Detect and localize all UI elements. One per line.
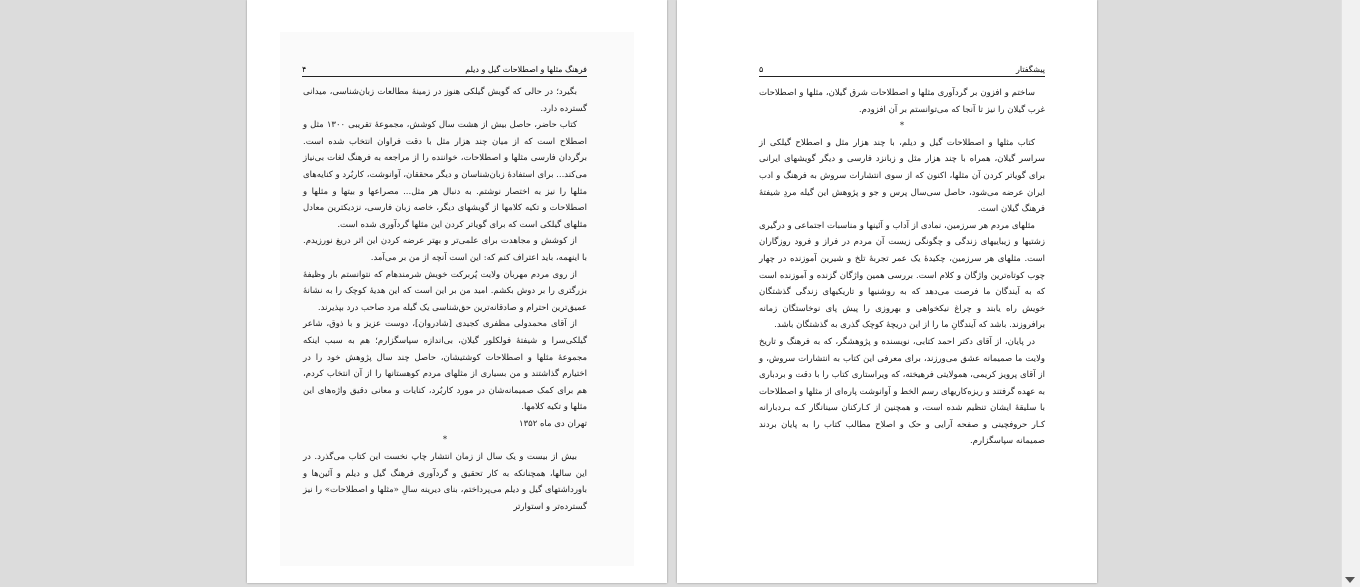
paragraph: در پایان، از آقای دکتر احمد کتابی، نویسنده و پژوهشگر، که به فرهنگ و تاریخ ولایت ما صمیمانه عشق می‌ورزند، برای معرفی این کتاب به انتشارات سروش، و از آقای پرویز کریمی، همولایتی فرهیخته، که ویراستاری کتاب را با دقت و بردباری به عهده گرفتند و ریزه‌کاریهای رسم الخط و آوانوشت پاره‌ای از مثلها و اصطلاحات با سلیقهٔ ایشان تنظیم شده است، و همچنین از کـارکنان سینانگار کـه بـردبارانه کـار حروفچینی و صفحه آرایی و حک و اصلاح مطالب کتاب را به پایان بردند صمیمانه سپاسگزارم.: [759, 336, 1045, 447]
page-number: ۴: [302, 65, 307, 74]
page-4: [247, 0, 667, 583]
paragraph: کتاب حاضر، حاصل بیش از هشت سال کوشش، مجموعهٔ تقریبی ۱۳۰۰ مثل و اصطلاح است که از میان چند هزار مثل با دقت فراوان انتخاب شده است. برگردان فارسی مثلها و اصطلاحات، خواننده را از مراجعه به فرهنگ لغات بی‌نیاز می‌کند... برای استفادهٔ زبان‌شناسان و دیگر محققان، آوانوشت، کاربُرد و کنایه‌های مثلها را نیز به اختصار نوشتم. به دنبال هر مثل... مصراعها و بیتها و مثلها و اصطلاحات و تکیه کلامها از گویشهای دیگر، خاصه زبان فارسی، نزدیکترین معادل مثلهای گیلکی است که برای گویاتر کردن این مثلها گردآوری شده است.: [303, 120, 587, 230]
page-body: [759, 85, 1045, 450]
running-header: [759, 63, 1045, 77]
header-title: فرهنگ مثلها و اصطلاحات گیل و دیلم: [465, 65, 587, 74]
paragraph: ساختم و افزون بر گردآوری مثلها و اصطلاحات شرق گیلان، مثلها و اصطلاحات غرب گیلان را نیز تا آنجا که می‌توانستم بر آن افزودم.: [759, 88, 1045, 115]
date-line: تهران دی ماه ۱۳۵۲: [519, 418, 587, 429]
vertical-scrollbar[interactable]: [1341, 0, 1360, 587]
paragraph: مثلهای مردم هر سرزمین، نمادی از آداب و آئینها و مناسبات اجتماعی و درگیری زشتیها و زیباییهای زندگی و چگونگی زیست آن مردم در فراز و فرود روزگاران است. مثلهای هر سرزمین، چکیدهٔ یک عمر تجربهٔ تلخ و شیرین آموزنده در چهار چوب کوتاه‌ترین واژگان و کلام است. بررسی همین واژگان گزنده و آموزنده است که به آیندگان ما فرصت می‌دهد که به روشنیها و تاریکیهای زندگی گذشتگان خویش راه یابند و چراغ نیکخواهی و بهروزی را پیش پای نوخاستگان زمانه برافروزند. باشد که آیندگانِ ما را از این دریچهٔ کوچک گذری به گذشتگان باشد.: [759, 220, 1045, 331]
paragraph: از آقای محمدولی مظفری کجیدی [شادروان]، دوست عزیز و با ذوق، شاعر گیلکی‌سرا و شیفتهٔ فولکلور گیلان، بی‌اندازه سپاسگزارم؛ هم به سبب اینکه مجموعهٔ مثلها و اصطلاحات کوشتیشان، حاصل چند سال پژوهش خود را در اختیارم گذاشتند و من بسیاری از مثلهای مردم کوهستانها را از آن انتخاب کردم، هم برای کمک صمیمانه‌شان در مورد کاربُرد، کنایات و معانی دقیق واژه‌های این مثلها و تکیه کلامها.: [303, 319, 587, 413]
page-5: [677, 0, 1097, 583]
section-separator: *: [899, 121, 905, 132]
page-body: [303, 84, 587, 515]
paragraph: بیش از بیست و یک سال از زمان انتشار چاپ نخست این کتاب می‌گذرد. در این سالها، همچنانکه به کار تحقیق و گردآوری فرهنگ گیل و دیلم و آئین‌ها و باورداشتهای گیل و دیلم می‌پرداختم، بنای دیرینه سالِ «مثلها و اصطلاحات» را نیز گسترده‌تر و استوارتر: [303, 452, 587, 512]
chevron-down-icon[interactable]: [1345, 577, 1355, 583]
paragraph: بگیرد؛ در حالی که گویش گیلکی هنوز در زمینهٔ مطالعات زبان‌شناسی، میدانی گسترده دارد.: [303, 87, 587, 114]
page-number: ۵: [759, 65, 764, 74]
running-header: [302, 63, 587, 77]
section-separator: *: [442, 435, 448, 446]
paragraph: از روی مردم مهربان ولایت پُربرکت خویش شرمندهام که نتوانستم بار وظیفهٔ بزرگتری را بر دوش بکشم. امید من بر این است که این هدیهٔ کوچک را به نشانهٔ عمیق‌ترین احترام و صادقانه‌ترین حق‌شناسی یک گیله مرد صاحب درد بپذیرند.: [303, 269, 587, 313]
paragraph: از کوشش و مجاهدت برای علمی‌تر و بهتر عرضه کردن این اثر دریغ نورزیدم. با اینهمه، باید اعتراف کنم که: این است آنچه از من بر می‌آمد.: [303, 236, 587, 263]
header-title: پیشگفتار: [1016, 65, 1045, 74]
paragraph: کتاب مثلها و اصطلاحات گیل و دیلم، با چند هزار مثل و اصطلاح گیلکی از سراسر گیلان، همراه با چند هزار مثل و زبانزد فارسی و دیگر گویشهای ایرانی برای گویاتر کردن آن مثلها، اکنون که از سوی انتشارات سروش به فرهنگ و ادب ایران عرضه می‌شود، حاصل سی‌سال پرس و جو و پژوهش این گیله مردِ شیفتهٔ فرهنگ گیلان است.: [759, 137, 1045, 215]
